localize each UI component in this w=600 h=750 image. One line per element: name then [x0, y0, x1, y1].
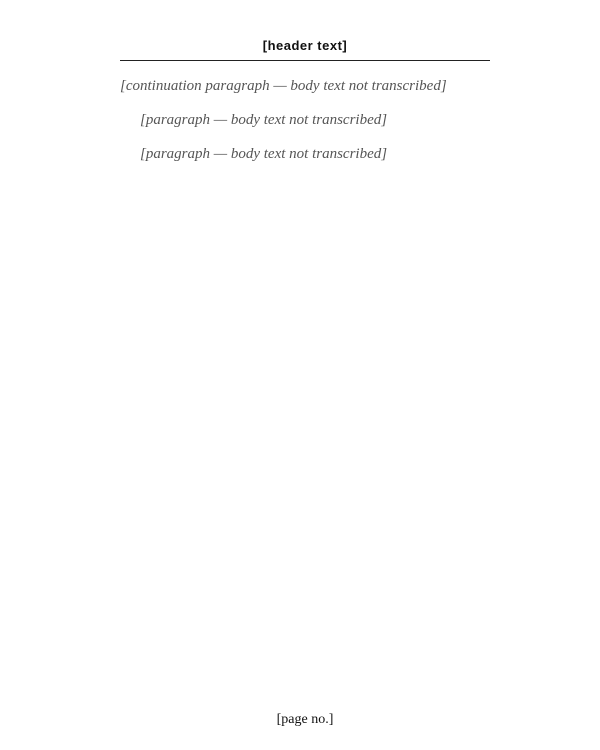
body-text	[120, 76, 490, 636]
paragraph: [paragraph — body text not transcribed]	[140, 146, 388, 162]
header-divider	[120, 60, 490, 61]
page-number: [page no.]	[276, 712, 334, 727]
running-head: [header text]	[262, 38, 348, 53]
paragraph: [paragraph — body text not transcribed]	[140, 112, 388, 128]
paragraph-continuation: [continuation paragraph — body text not transcribed]	[120, 78, 447, 94]
